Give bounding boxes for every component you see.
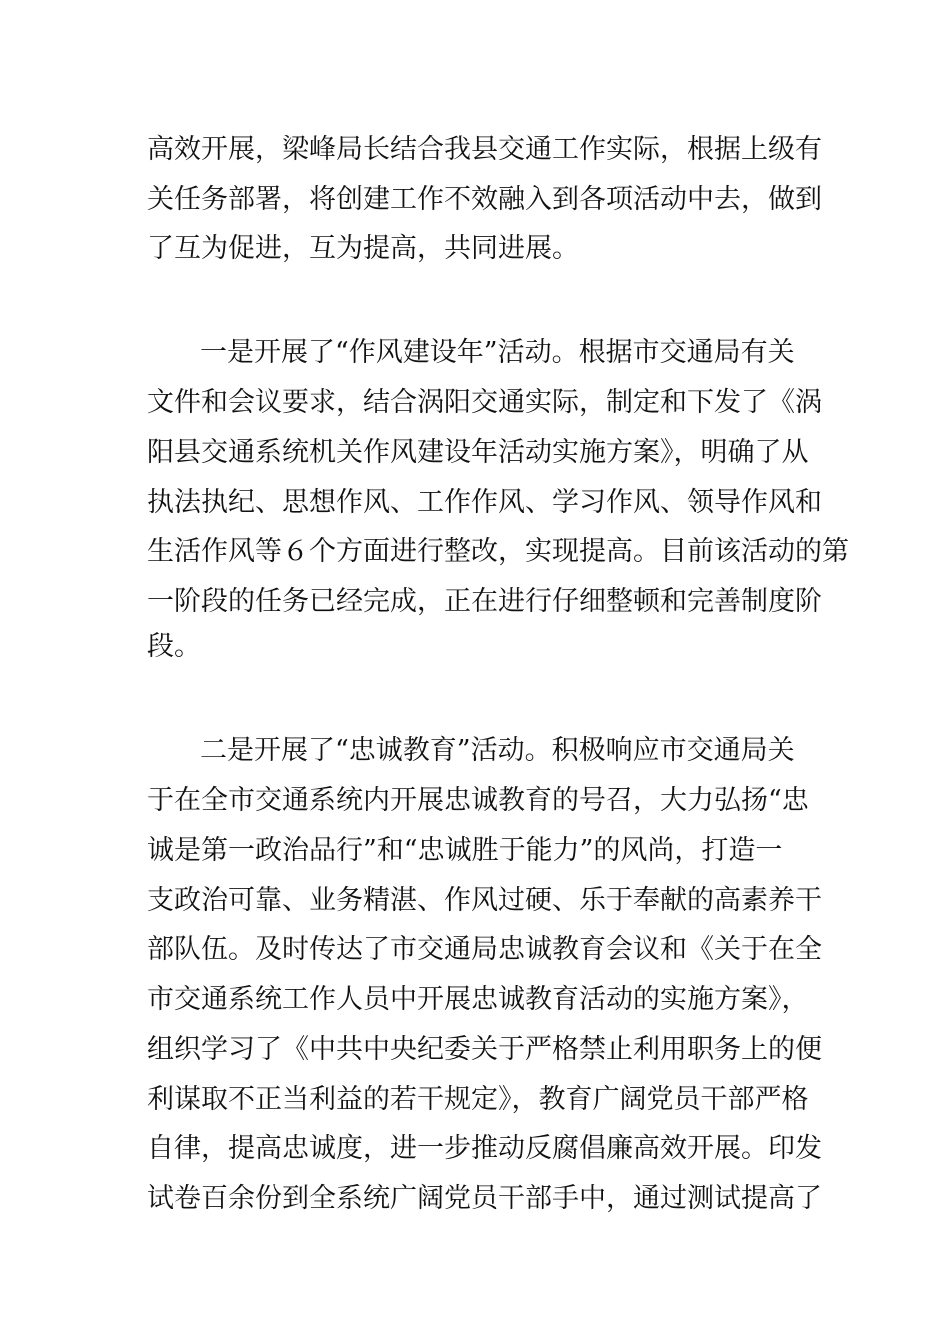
paragraph-first-line: 二是开展了“忠诚教育”活动。积极响应市交通局关 <box>200 735 795 766</box>
text-line: 生活作风等６个方面进行整改，实现提高。目前该活动的第 <box>147 536 849 567</box>
text-line: 段。 <box>147 631 201 662</box>
text-line: 组织学习了《中共中央纪委关于严格禁止利用职务上的便 <box>147 1034 822 1065</box>
text-line: 一阶段的任务已经完成，正在进行仔细整顿和完善制度阶 <box>147 586 822 617</box>
text-line: 诚是第一政治品行”和“忠诚胜于能力”的风尚，打造一 <box>147 835 783 866</box>
text-line: 支政治可靠、业务精湛、作风过硬、乐于奉献的高素养干 <box>147 885 822 916</box>
text-line: 市交通系统工作人员中开展忠诚教育活动的实施方案》， <box>147 984 809 1015</box>
paragraph-first-line: 一是开展了“作风建设年”活动。根据市交通局有关 <box>200 337 795 368</box>
text-line: 试卷百余份到全系统广阔党员干部手中，通过测试提高了 <box>147 1183 822 1214</box>
text-line: 部队伍。及时传达了市交通局忠诚教育会议和《关于在全 <box>147 934 822 965</box>
text-line: 关任务部署，将创建工作不效融入到各项活动中去，做到 <box>147 184 822 215</box>
text-line: 高效开展，梁峰局长结合我县交通工作实际，根据上级有 <box>147 134 822 165</box>
text-line: 执法执纪、思想作风、工作作风、学习作风、领导作风和 <box>147 487 822 518</box>
text-line: 利谋取不正当利益的若干规定》，教育广阔党员干部严格 <box>147 1084 809 1115</box>
text-line: 于在全市交通系统内开展忠诚教育的号召，大力弘扬“忠 <box>147 785 809 816</box>
text-line: 了互为促进，互为提高，共同进展。 <box>147 233 579 264</box>
text-line: 自律，提高忠诚度，进一步推动反腐倡廉高效开展。印发 <box>147 1133 822 1164</box>
text-line: 阳县交通系统机关作风建设年活动实施方案》，明确了从 <box>147 437 809 468</box>
text-line: 文件和会议要求，结合涡阳交通实际，制定和下发了《涡 <box>147 387 822 418</box>
